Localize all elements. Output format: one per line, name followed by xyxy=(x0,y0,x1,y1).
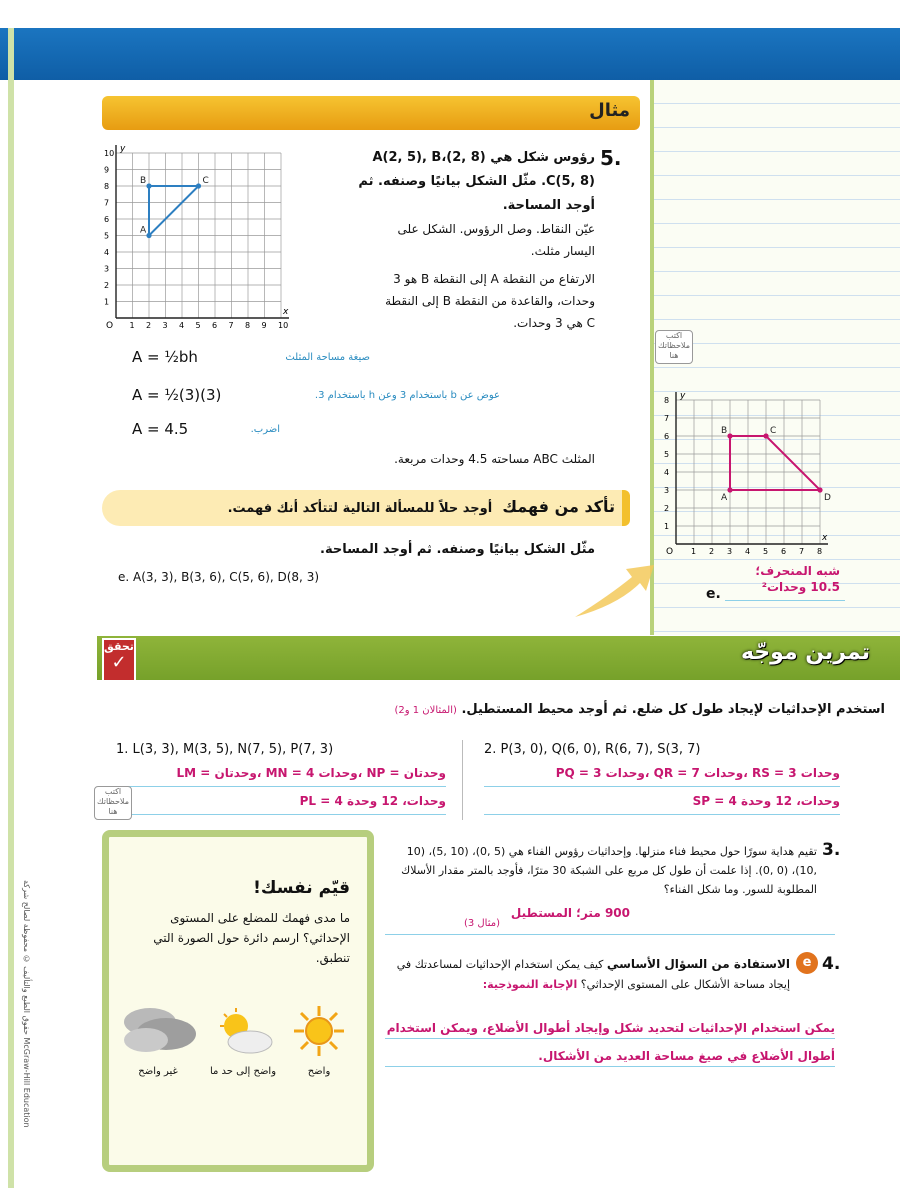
vertex-point xyxy=(817,487,822,492)
answer-rule xyxy=(116,814,446,815)
y-tick-label: 6 xyxy=(664,432,670,441)
question-2-answer-1: PQ = 3 وحدات، QR = 7 وحدات، RS = 3 وحدات xyxy=(555,766,840,780)
example-title: مثال xyxy=(589,100,630,121)
vertex-point xyxy=(146,183,151,188)
cloudy-icon[interactable] xyxy=(116,1000,200,1058)
answer-rule xyxy=(385,934,835,935)
self-check-option-somewhat: واضح إلى حد ما xyxy=(209,1066,277,1077)
y-tick-label: 5 xyxy=(104,231,110,241)
check-badge xyxy=(102,638,136,682)
x-tick-label: 5 xyxy=(763,547,769,556)
x-tick-label: 5 xyxy=(195,321,201,330)
question-3-answer: 900 متر؛ المستطيل xyxy=(510,906,630,920)
essential-question-icon: e xyxy=(796,952,818,974)
y-tick-label: 4 xyxy=(104,248,110,257)
answer-rule xyxy=(385,1066,835,1067)
answer-rule xyxy=(725,600,845,601)
x-tick-label: 2 xyxy=(709,547,715,556)
vertex-label: D xyxy=(824,493,831,503)
copyright-side-text: حقوق الطبع والتأليف © محفوظة لصالح شركة McGraw-Hill Education xyxy=(22,880,31,1128)
x-tick-label: 10 xyxy=(278,321,289,330)
example-conclusion: المثلث ABC مساحته 4.5 وحدات مربعة. xyxy=(394,452,595,466)
vertex-label: A xyxy=(140,225,147,236)
x-tick-label: 7 xyxy=(799,547,805,556)
origin-label: O xyxy=(666,547,674,557)
graph-trapezoid xyxy=(652,366,848,562)
y-axis-label: y xyxy=(120,144,126,154)
x-axis-label: x xyxy=(822,533,828,543)
check-item-e: e. A(3, 3), B(3, 6), C(5, 6), D(8, 3) xyxy=(118,570,320,584)
question-3-text: تقيم هداية سورًا حول محيط فناء منزلها. وإحداثيات رؤوس الفناء هي (5 ,0)، (10 ,5)، (10 ,10)، (0 ,0). إذا علمت أن طول كل مربع على الشبكة 30 مترًا، فأوجد بالمتر مقدار الأسلاك المطلوبة للسور. وما شكل الفناء؟ xyxy=(401,845,817,896)
y-tick-label: 1 xyxy=(664,522,670,531)
y-tick-label: 5 xyxy=(664,450,670,459)
x-tick-label: 3 xyxy=(727,547,733,556)
notes-icon: اكتب ملاحظاتك هنا xyxy=(655,330,693,364)
x-tick-label: 7 xyxy=(228,321,234,330)
equation-3: A = 4.5 xyxy=(132,420,189,438)
sun-icon[interactable] xyxy=(292,1004,346,1058)
y-tick-label: 6 xyxy=(104,215,110,224)
graph-triangle xyxy=(94,140,294,335)
example-prompt: رؤوس شكل هي (8 ,2)A(2, 5), B، C(5, 8). مثّل الشكل بيانيًا وصنفه. ثم أوجد المساحة. xyxy=(358,150,595,213)
self-check-option-unclear: غير واضح xyxy=(138,1066,178,1077)
answer-area: 10.5 وحدات² xyxy=(761,580,840,594)
check-understanding-heading xyxy=(110,497,615,516)
y-tick-label: 7 xyxy=(664,414,670,423)
x-tick-label: 1 xyxy=(129,321,135,330)
x-tick-label: 1 xyxy=(691,547,697,556)
notes-icon: اكتب ملاحظاتك هنا xyxy=(94,786,132,820)
answer-rule xyxy=(484,814,840,815)
checkmark-icon: ✓ xyxy=(111,652,127,673)
answer-shape: شبه المنحرف؛ xyxy=(755,564,840,578)
y-tick-label: 2 xyxy=(664,504,670,513)
top-banner xyxy=(0,28,900,80)
question-4-title: الاستفادة من السؤال الأساسي xyxy=(606,957,790,971)
x-tick-label: 2 xyxy=(146,321,152,330)
guided-instruction-ref: (المثالان 1 و2) xyxy=(394,705,457,716)
question-1: 1. L(3, 3), M(3, 5), N(7, 5), P(7, 3) xyxy=(116,742,334,757)
y-tick-label: 1 xyxy=(104,297,110,307)
check-badge-label: تحقق xyxy=(104,640,134,653)
answer-rule xyxy=(385,1038,835,1039)
guided-practice-title: تمرين موجّه xyxy=(740,640,870,665)
y-tick-label: 8 xyxy=(664,396,670,405)
vertex-point xyxy=(146,233,151,238)
origin-label: O xyxy=(106,321,114,331)
vertex-point xyxy=(727,433,732,438)
equation-2-note: عوض عن b باستخدام 3 وعن h باستخدام 3. xyxy=(314,390,500,401)
check-subtitle: أوجد حلاً للمسألة التالية لتتأكد أنك فهمت. xyxy=(227,501,493,516)
x-tick-label: 9 xyxy=(261,321,267,330)
example-step1: عيّن النقاط. وصل الرؤوس. الشكل على اليسار مثلث. xyxy=(397,222,595,258)
question-4-number: 4. xyxy=(822,954,841,974)
self-check-text: ما مدى فهمك للمضلع على المستوى الإحداثي؟ ارسم دائرة حول الصورة التي تنطبق. xyxy=(153,911,350,965)
x-tick-label: 8 xyxy=(245,321,251,330)
answer-rule xyxy=(484,786,840,787)
vertex-point xyxy=(196,183,201,188)
equation-3-note: اضرب. xyxy=(250,424,280,435)
y-tick-label: 10 xyxy=(104,149,115,158)
x-tick-label: 4 xyxy=(179,321,185,330)
equation-1: A = ½bh xyxy=(132,348,198,366)
question-4-answer-label: الإجابة النموذجية: xyxy=(482,978,578,991)
question-4-body xyxy=(385,954,790,995)
question-3-number: 3. xyxy=(822,840,841,860)
y-tick-label: 9 xyxy=(104,165,110,175)
question-3-ref: (مثال 3) xyxy=(463,918,500,929)
self-check-title: قيّم نفسك! xyxy=(253,878,350,898)
vertex-label: C xyxy=(770,426,777,436)
vertex-label: B xyxy=(721,426,728,436)
example-number: 5. xyxy=(600,146,622,170)
y-axis-label: y xyxy=(680,391,686,401)
x-tick-label: 3 xyxy=(162,321,168,330)
example-step2: الارتفاع من النقطة A إلى النقطة B هو 3 وحدات، والقاعدة من النقطة B إلى النقطة C هي 3 وحدات. xyxy=(385,272,595,330)
figure-outline xyxy=(149,186,199,236)
vertex-point xyxy=(763,433,768,438)
check-title: تأكد من فهمك xyxy=(502,497,615,516)
y-tick-label: 4 xyxy=(664,468,670,477)
x-tick-label: 6 xyxy=(212,321,218,330)
question-4-text: كيف يمكن استخدام الإحداثيات لمساعدتك في إيجاد مساحة الأشكال على المستوى الإحداثي؟ xyxy=(396,958,790,991)
y-tick-label: 7 xyxy=(104,198,110,208)
y-tick-label: 3 xyxy=(104,264,110,274)
check-instruction: مثّل الشكل بيانيًا وصنفه. ثم أوجد المساحة. xyxy=(320,542,595,557)
y-tick-label: 2 xyxy=(104,281,110,290)
x-tick-label: 8 xyxy=(817,547,823,556)
x-axis-label: x xyxy=(283,307,289,317)
question-1-answer-1: LM = وحدتان، MN = 4 وحدات، NP = وحدتان xyxy=(176,766,446,780)
guided-instruction: استخدم الإحداثيات لإيجاد طول كل ضلع. ثم أوجد محيط المستطيل. xyxy=(461,702,885,717)
example-header-bar xyxy=(102,96,640,130)
page-spine xyxy=(8,28,14,1188)
vertex-point xyxy=(727,487,732,492)
vertex-label: A xyxy=(721,493,728,503)
question-1-answer-2: PL = 4 وحدات، 12 وحدة xyxy=(299,794,446,808)
x-tick-label: 6 xyxy=(781,547,787,556)
partly-cloudy-icon[interactable] xyxy=(212,1004,276,1058)
column-divider xyxy=(462,740,463,820)
x-tick-label: 4 xyxy=(745,547,751,556)
question-2-answer-2: SP = 4 وحدات، 12 وحدة xyxy=(692,794,840,808)
y-tick-label: 8 xyxy=(104,182,110,191)
equation-1-note: صيغة مساحة المثلث xyxy=(285,352,370,363)
vertex-label: B xyxy=(140,176,147,186)
vertex-label: C xyxy=(202,176,209,186)
y-tick-label: 3 xyxy=(664,486,670,495)
self-check-option-clear: واضح xyxy=(307,1066,331,1077)
answer-rule xyxy=(116,786,446,787)
guided-instruction-line xyxy=(320,702,885,717)
question-2: 2. P(3, 0), Q(6, 0), R(6, 7), S(3, 7) xyxy=(484,742,701,757)
question-4-answer: يمكن استخدام الإحداثيات لتحديد شكل وإيجاد أطوال الأضلاع، ويمكن استخدام أطوال الأضلاع في صيغ مساحة العديد من الأشكال. xyxy=(386,1021,835,1063)
figure-outline xyxy=(730,436,820,490)
arrow-icon xyxy=(570,555,660,625)
answer-label-e: e. xyxy=(706,586,721,602)
equation-2: A = ½(3)(3) xyxy=(132,386,222,404)
